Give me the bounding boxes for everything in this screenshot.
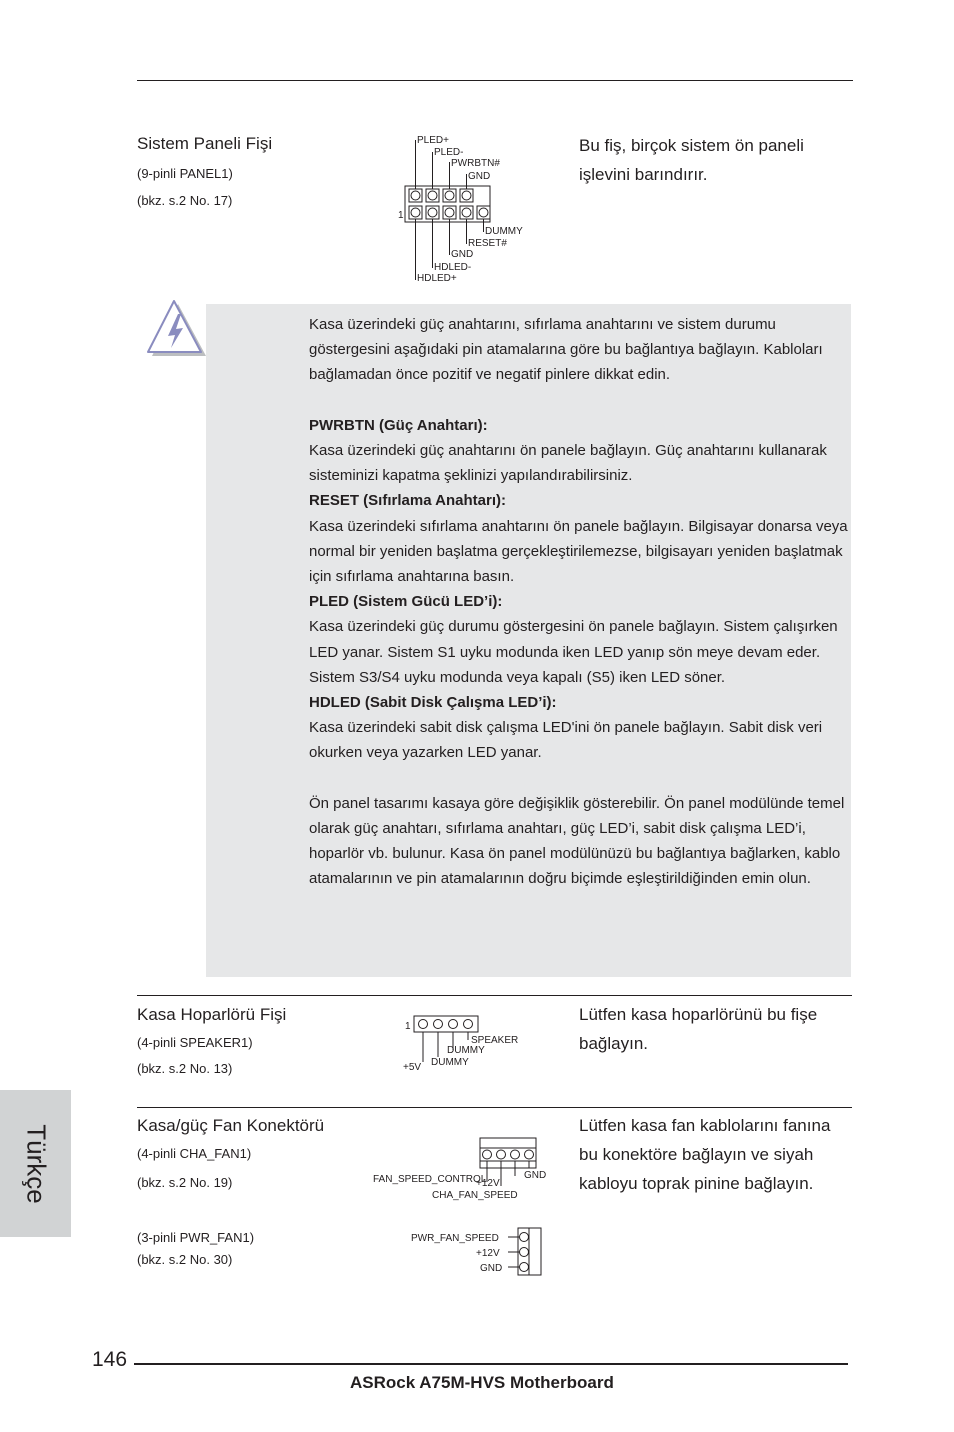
top-rule	[137, 80, 853, 81]
panel-ref: (bkz. s.2 No. 17)	[137, 193, 233, 208]
pled-text: Kasa üzerindeki güç durumu göstergesini ön panele bağlayın. Sistem çalışırken LED yanar. Sistem S1 uyku modunda iken LED yanıp sön meye devam eder. Sistem S3/S4 uyku modunda veya kapalı (S5) iken LED söner.	[309, 618, 838, 686]
panel-pin1-label: 1	[398, 210, 404, 221]
speaker-header-diagram	[400, 1012, 530, 1074]
pwr-fan-connector-diagram	[408, 1226, 546, 1278]
language-tab	[0, 1090, 71, 1237]
note-intro: Kasa üzerindeki güç anahtarını, sıfırlama anahtarını ve sistem durumu göstergesini aşağıdaki pin atamalarına göre bu bağlantıya bağlayın. Kabloları bağlamadan önce pozitif ve negatif pinlere dikkat edin.	[309, 316, 823, 384]
speaker-pin-label: SPEAKER	[471, 1035, 519, 1046]
fan-pins: (4-pinli CHA_FAN1)	[137, 1146, 252, 1161]
pwrbtn-heading: PWRBTN (Güç Anahtarı):	[309, 416, 488, 434]
panel-pin-label: PLED+	[417, 135, 449, 146]
fan-title: Kasa/güç Fan Konektörü	[137, 1116, 325, 1135]
panel-pin-label: PLED-	[434, 147, 464, 158]
fan-ref-2: (bkz. s.2 No. 30)	[137, 1252, 233, 1267]
note-outro: Ön panel tasarımı kasaya göre değişiklik gösterebilir. Ön panel modülünde temel olarak güç anahtarı, sıfırlama anahtarı, güç LED’i, sabit disk çalışma LED’i, hoparlör vb. bulunur. Kasa ön panel modülünüzü bu bağlantıya bağlarken, kablo atamalarının ve pin atamalarının doğru biçimde eşleştirildiğinden emin olun.	[309, 794, 845, 888]
pwr-fan-pin-label: PWR_FAN_SPEED	[411, 1233, 499, 1244]
footer-rule	[134, 1363, 848, 1365]
panel-pin-label: GND	[468, 171, 491, 182]
note-text	[309, 312, 857, 892]
speaker-pin-label: DUMMY	[431, 1057, 469, 1068]
speaker-pins: (4-pinli SPEAKER1)	[137, 1035, 253, 1050]
footer-product: ASRock A75M-HVS Motherboard	[350, 1373, 614, 1392]
speaker-pin-label: DUMMY	[447, 1045, 485, 1056]
fan-pins-2: (3-pinli PWR_FAN1)	[137, 1230, 255, 1245]
panel-pin-label: HDLED-	[434, 262, 472, 273]
reset-heading: RESET (Sıfırlama Anahtarı):	[309, 492, 506, 510]
fan-divider	[137, 1107, 852, 1108]
pled-heading: PLED (Sistem Gücü LED’i):	[309, 593, 503, 611]
panel-description: Bu fiş, birçok sistem ön paneli işlevini barındırır.	[579, 136, 804, 184]
cha-fan-pin-label: FAN_SPEED_CONTROL	[373, 1174, 487, 1185]
panel-pin-label: DUMMY	[485, 226, 523, 237]
reset-text: Kasa üzerindeki sıfırlama anahtarını ön panele bağlayın. Bilgisayar donarsa veya normal bir yeniden başlatma gerçekleştirilemezse, bilgisayarı yeniden başlatmak için sıfırlama anahtarına basın.	[309, 517, 848, 586]
speaker-ref: (bkz. s.2 No. 13)	[137, 1061, 233, 1076]
pwr-fan-pin-label: +12V	[476, 1248, 500, 1259]
cha-fan-pin-label: +12V	[476, 1178, 500, 1189]
cha-fan-pin-label: CHA_FAN_SPEED	[432, 1190, 518, 1201]
hdled-heading: HDLED (Sabit Disk Çalışma LED’i):	[309, 694, 557, 712]
panel-pin-label: PWRBTN#	[451, 158, 500, 169]
panel-pin-label: GND	[451, 249, 474, 260]
panel-header-diagram	[395, 132, 530, 284]
speaker-divider	[137, 995, 852, 996]
panel-pins: (9-pinli PANEL1)	[137, 166, 233, 181]
panel-pin-label: RESET#	[468, 238, 507, 249]
pwrbtn-text: Kasa üzerindeki güç anahtarını ön panele bağlayın. Güç anahtarını kullanarak sisteminizi kapatma şeklinizi yapılandırabilirsiniz.	[309, 442, 827, 485]
speaker-title: Kasa Hoparlörü Fişi	[137, 1005, 287, 1024]
speaker-pin1-label: 1	[405, 1021, 411, 1032]
cha-fan-pin-label: GND	[524, 1170, 547, 1181]
fan-ref: (bkz. s.2 No. 19)	[137, 1175, 233, 1190]
hdled-text: Kasa üzerindeki sabit disk çalışma LED'ini ön panele bağlayın. Sabit disk veri okurken veya yazarken LED yanar.	[309, 719, 823, 762]
language-label: Türkçe	[21, 1123, 51, 1204]
cha-fan-connector-diagram	[370, 1136, 555, 1204]
warning-icon	[146, 300, 206, 358]
fan-description: Lütfen kasa fan kablolarını fanına bu konektöre bağlayın ve siyah kabloyu toprak pinine bağlayın.	[579, 1116, 831, 1193]
panel-pin-label: HDLED+	[417, 273, 457, 284]
panel-title: Sistem Paneli Fişi	[137, 134, 273, 153]
speaker-pin-label: +5V	[403, 1062, 422, 1073]
page-number: 146	[92, 1348, 128, 1371]
speaker-description: Lütfen kasa hoparlörünü bu fişe bağlayın.	[579, 1005, 818, 1053]
pwr-fan-pin-label: GND	[480, 1263, 503, 1274]
